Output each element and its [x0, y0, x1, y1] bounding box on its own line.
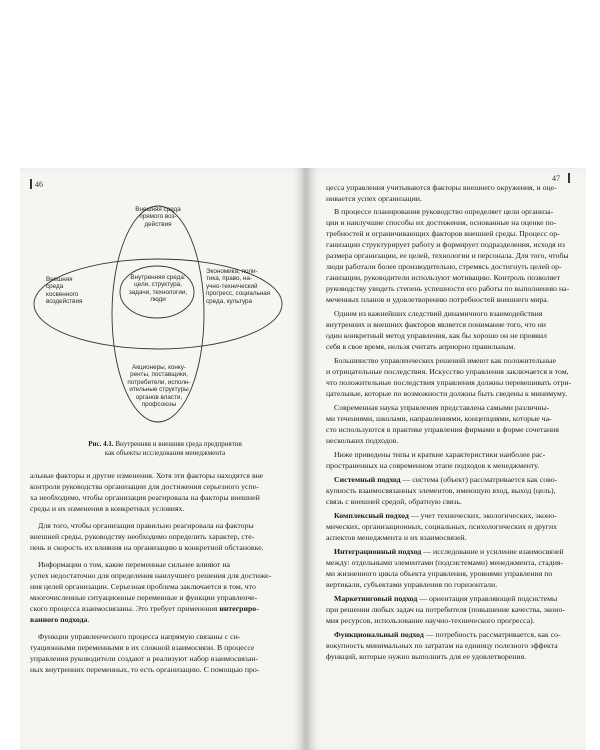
body-line: контроля руководства организации для достижения серьезного успе- — [30, 482, 259, 491]
body-line: ных внутренних переменных, то есть организацию. С помощью про- — [30, 665, 260, 674]
body-line-text: — ориентация управляющей подсистемы — [417, 594, 558, 603]
label-direct-environment: Внешняя среда прямого воз- действия — [135, 206, 181, 228]
body-line: мия ресурсов, использование научно-технического прогресса). — [326, 616, 535, 625]
body-line: Большинство управленческих решений имеют как положительные — [334, 356, 556, 365]
body-line: ции и наилучшие способы их достижения, основанные на оценке по- — [326, 218, 557, 227]
term-integrated: интегриро- — [219, 604, 259, 613]
body-line: при решении любых задач на потребителя (повышение качества, эконо- — [326, 605, 565, 614]
body-line: управления руководители создают и реализуют набор взаимосвязан- — [30, 654, 259, 663]
term-marketing-approach: Маркетинговый подход — [334, 594, 418, 603]
body-line — [334, 593, 580, 604]
body-line: руководству увидеть степень успешности его работы по выполнению на- — [326, 284, 570, 293]
label-macro-factors: Экономика, поли- тика, право, на- учно-технический прогресс, социальная среда, культура — [206, 268, 271, 305]
body-line: мических, организационных, социальных, психологических и других — [326, 522, 558, 531]
body-line: себя в свое время, нельзя считать априорно правильным. — [326, 342, 516, 351]
body-line: вертикали, субъектами управления по горизонтали. — [326, 580, 498, 589]
body-line: и отрицательные последствия. Искусство управления заключается в том, — [326, 367, 569, 376]
body-line: ганизации структурирует работу и формирует подразделения, исходя из — [326, 240, 565, 249]
body-line: Для того, чтобы организация правильно реагировала на факторы — [38, 521, 254, 530]
body-line: купность взаимосвязанных элементов, имеющую вход, выход (цель), — [326, 486, 556, 495]
page-number-right: 47 — [552, 174, 560, 183]
body-line: ганизации, руководители используют мотивацию. Контроль позволяет — [326, 273, 561, 282]
term-complex-approach: Комплексный подход — [334, 511, 409, 520]
environment-diagram — [30, 188, 306, 438]
body-line — [334, 546, 580, 557]
body-line-text: — учет технических, экологических, эконо- — [408, 511, 557, 520]
body-line: В процессе планирования руководство определяет цели организа- — [334, 207, 554, 216]
body-line-text: — система (объект) рассматривается как сово- — [400, 475, 558, 484]
body-line: люди работали более производительно, стремясь достигнуть целей ор- — [326, 262, 562, 271]
body-line: Современная наука управления представлена самыми различны- — [334, 403, 550, 412]
body-line: пень и скорость их влияния на организацию в конкретной обстановке. — [30, 543, 264, 552]
body-line: внешней среды, руководству необходимо определить характер, сте- — [30, 532, 255, 541]
body-line-text: — потребность рассматривается, как со- — [423, 630, 561, 639]
term-integration-approach: Интеграционный подход — [334, 547, 422, 556]
body-line: ми течениями, школами, направлениями, концепциями, которые ча- — [326, 414, 552, 423]
body-line: аспектов менеджмента и их взаимосвязей. — [326, 533, 467, 542]
body-line — [334, 474, 580, 485]
body-line: ха необходимо, чтобы организация реагировала на факторы внешней — [30, 493, 260, 502]
body-line-text: ского процесса взаимосвязаны. Это требует применения — [30, 604, 220, 613]
body-line: нивается успех организации. — [326, 194, 422, 203]
caption-line-1: Внутренняя и внешняя среда предприятия — [115, 440, 242, 448]
body-line: функций, которые нужно выполнить для ее удовлетворения. — [326, 652, 527, 661]
term-functional-approach: Функциональный подход — [334, 630, 424, 639]
body-line: среды и их изменения в конкретных условиях. — [30, 504, 185, 513]
body-line: туационными переменными в их сложной взаимосвязи. В процессе — [30, 643, 255, 652]
body-line: ния целей организации. Серьезная проблема заключается в том, что — [30, 582, 256, 591]
body-line: успех недостаточно для определения наилучшего решения для достиже- — [30, 571, 272, 580]
body-line: нескольких подходов. — [326, 436, 399, 445]
body-line: Одним из важнейших следствий динамичного взаимодействия — [334, 309, 543, 318]
label-stakeholders: Акционеры, конку- ренты, поставщики, потребители, исполн- ительные структуры органов власти, профсоюзы — [127, 364, 191, 409]
body-line: ванного подхода. — [30, 615, 90, 624]
body-line: Информации о том, какие переменные сильнее влияют на — [38, 560, 231, 569]
body-line: один конкретный метод управления, как бы хорошо он не проявил — [326, 331, 547, 340]
body-line: альные факторы и другие изменения. Хотя эти факторы находятся вне — [30, 471, 264, 480]
body-line: вокупность минимальных по затратам на единицу полезного эффекта — [326, 641, 558, 650]
term-integrated-end: ванного подхода — [30, 615, 88, 624]
body-line: связь с внешней средой, обратную связь. — [326, 497, 462, 506]
body-line: меченных планов и удовлетворению потребностей внешнего мира. — [326, 295, 549, 304]
label-indirect-environment: Внешняя среда косвенного воздействия — [46, 276, 83, 306]
body-line: размера организации, ее целей, технологии и персонала. Для того, чтобы — [326, 251, 569, 260]
body-line: цательные, которые по возможности должны быть сведены к минимуму. — [326, 389, 567, 398]
label-internal-environment: Внутренняя среда: цели, структура, задачи, технологии, люди — [128, 274, 188, 304]
body-line: между: отдельными элементами (подсистемами) менеджмента, стадия- — [326, 558, 564, 567]
caption-line-2: как объекты исследования менеджмента — [104, 448, 226, 457]
right-page — [306, 168, 586, 750]
body-line — [30, 603, 292, 614]
left-page — [20, 168, 306, 750]
body-line: пространенных на современном этапе подходов к менеджменту. — [326, 461, 540, 470]
caption-label: Рис. 4.1. — [88, 440, 114, 448]
page-number-left: 46 — [35, 180, 43, 189]
body-line: что положительные последствия управления должны перевешивать отри- — [326, 378, 572, 387]
body-line — [334, 510, 580, 521]
body-line-text: — исследование и усиление взаимосвязей — [421, 547, 564, 556]
body-line — [334, 629, 580, 640]
body-line: внутренних и внешних факторов является понимание того, что ни — [326, 320, 546, 329]
term-system-approach: Системный подход — [334, 475, 401, 484]
body-line: ми жизненного цикла объекта управления, уровнями управления по — [326, 569, 553, 578]
body-line: Ниже приведены типы и краткие характеристики наиболее рас- — [334, 450, 546, 459]
body-line: многочисленные ситуационные переменные и функции управленче- — [30, 593, 258, 602]
body-line: требностей и ограничивающих факторов внешней среды. Процесс ор- — [326, 229, 560, 238]
figure-caption — [40, 440, 290, 457]
body-line: цесса управления учитываются факторы внешнего окружения, и оце- — [326, 183, 557, 192]
body-line: Функции управленческого процесса напрямую связаны с си- — [38, 632, 241, 641]
body-line: сто используются в практике управления фирмами в форме сочетания — [326, 425, 559, 434]
